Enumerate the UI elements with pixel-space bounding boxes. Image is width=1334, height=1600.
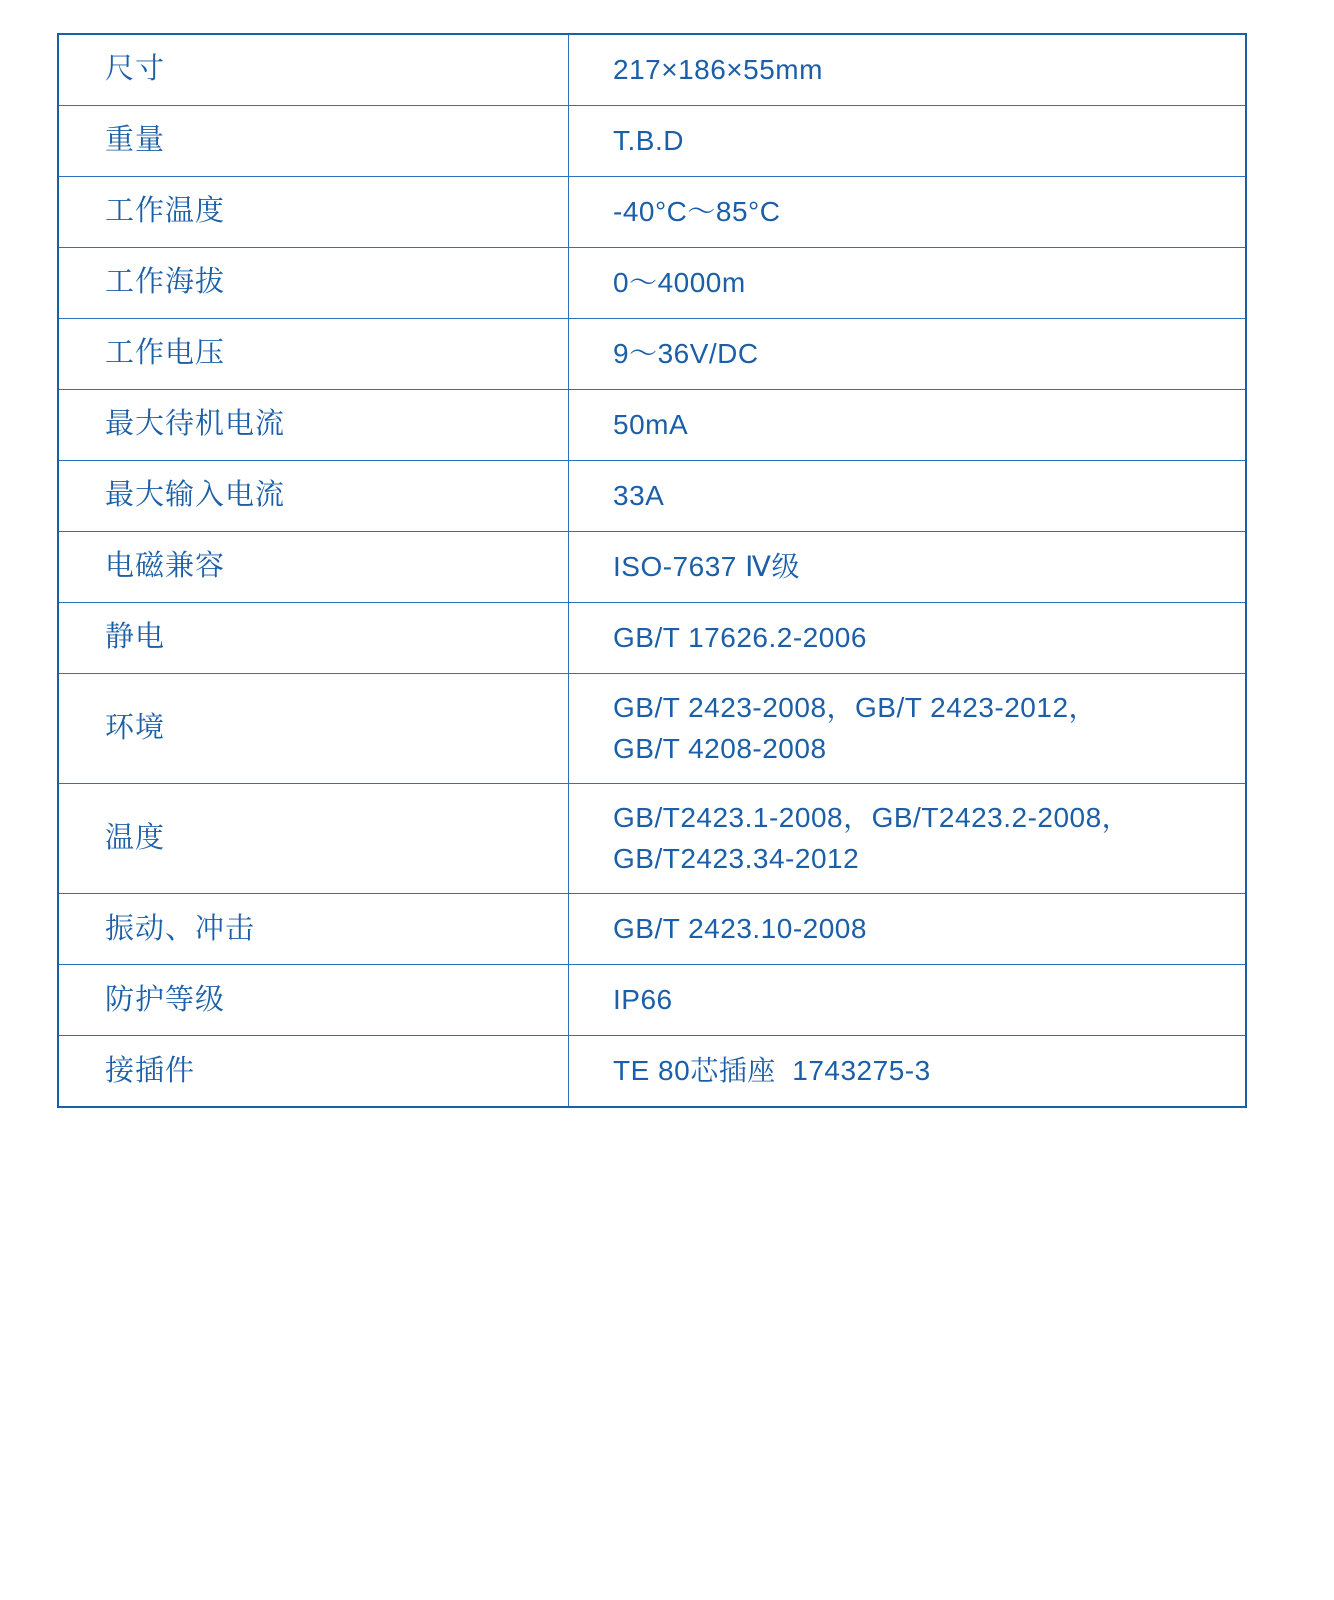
table-row [58,248,1246,319]
spec-value [569,177,1247,248]
table-row [58,34,1246,106]
spec-value-line: GB/T 17626.2-2006 [613,621,867,653]
spec-value [569,1036,1247,1108]
spec-value [569,390,1247,461]
spec-label: 防护等级 [58,965,569,1036]
table-row [58,461,1246,532]
spec-label: 最大待机电流 [58,390,569,461]
spec-value-line: GB/T 2423.10-2008 [613,913,867,945]
table-row [58,894,1246,965]
spec-value [569,603,1247,674]
spec-value-line: 217×186×55mm [613,53,823,85]
spec-label: 工作温度 [58,177,569,248]
table-row [58,1036,1246,1108]
spec-value-line: T.B.D [613,124,684,156]
spec-value [569,106,1247,177]
table-row [58,319,1246,390]
table-row [58,674,1246,784]
spec-value-line: GB/T 2423-2008，GB/T 2423-2012， [613,692,1098,723]
spec-value [569,532,1247,603]
spec-value [569,784,1247,894]
spec-value-line: 33A [613,479,665,511]
table-row [58,532,1246,603]
spec-value-line: GB/T 4208-2008 [613,732,827,764]
table-row [58,603,1246,674]
spec-label: 尺寸 [58,34,569,106]
spec-value-line: ISO-7637 Ⅳ级 [613,550,800,582]
spec-value [569,674,1247,784]
table-row [58,965,1246,1036]
spec-label: 重量 [58,106,569,177]
spec-label: 工作电压 [58,319,569,390]
spec-value [569,34,1247,106]
table-row [58,106,1246,177]
spec-value [569,461,1247,532]
table-row [58,177,1246,248]
spec-value-line: 50mA [613,408,689,440]
spec-label: 工作海拔 [58,248,569,319]
spec-value [569,319,1247,390]
spec-label: 最大输入电流 [58,461,569,532]
spec-value-line: 9～36V/DC [613,337,759,369]
spec-value-line: GB/T2423.1-2008，GB/T2423.2-2008， [613,802,1131,834]
spec-label: 接插件 [58,1036,569,1108]
spec-value-line: TE 80芯插座 1743275-3 [613,1055,931,1087]
spec-value-line: IP66 [613,984,673,1016]
spec-label: 电磁兼容 [58,532,569,603]
spec-value [569,894,1247,965]
table-row [58,784,1246,894]
spec-label: 温度 [58,784,569,894]
spec-value-line: 0～4000m [613,266,746,298]
spec-label: 静电 [58,603,569,674]
spec-label: 振动、冲击 [58,894,569,965]
specification-table [57,33,1247,1108]
spec-value-line: GB/T2423.34-2012 [613,842,860,874]
spec-value [569,248,1247,319]
spec-label: 环境 [58,674,569,784]
spec-value-line: -40°C～85°C [613,195,781,227]
spec-value [569,965,1247,1036]
table-row [58,390,1246,461]
table-body [58,34,1246,1107]
